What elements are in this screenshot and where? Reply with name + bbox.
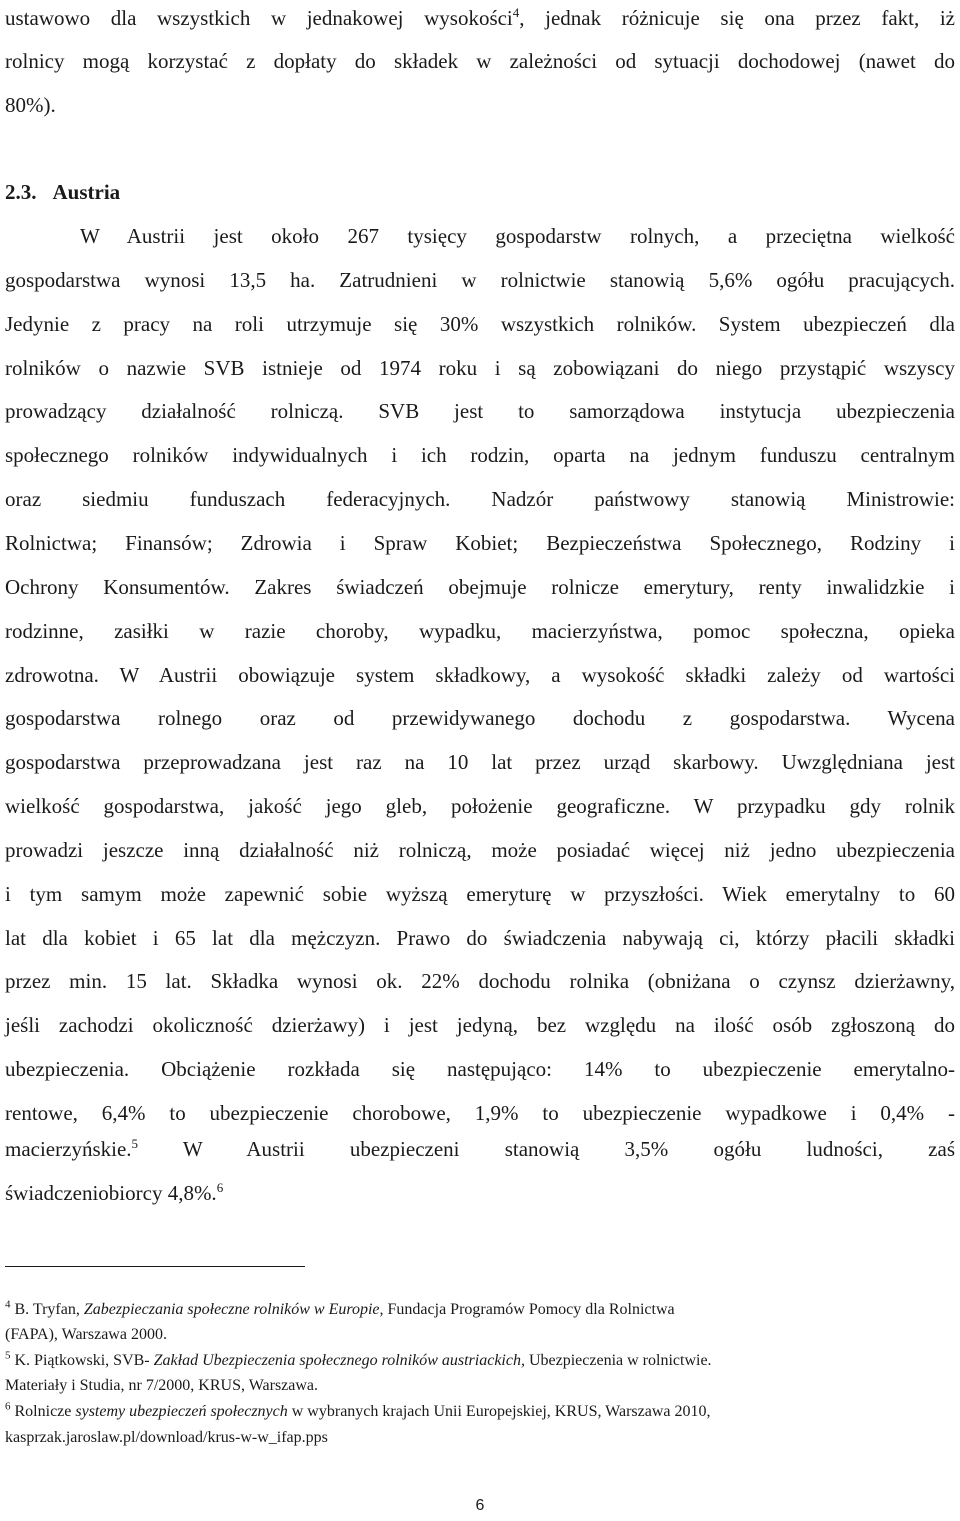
text-line: rolników o nazwie SVB istnieje od 1974 roku i są zobowiązani do niego przystąpić wszyscy	[5, 355, 955, 380]
text-line: rentowe, 6,4% to ubezpieczenie chorobowe, 1,9% to ubezpieczenie wypadkowe i 0,4% -	[5, 1101, 955, 1125]
page-number: 6	[475, 1497, 485, 1514]
text-line: gospodarstwa wynosi 13,5 ha. Zatrudnieni w rolnictwie stanowią 5,6% ogółu pracujących.	[5, 267, 955, 292]
text-line: zdrowotna. W Austrii obowiązuje system składkowy, a wysokość składki zależy od wartości	[5, 662, 955, 687]
text-line: prowadzi jeszcze inną działalność niż rolniczą, może posiadać więcej niż jedno ubezpieczenia	[5, 837, 955, 862]
footnote-4-cont: (FAPA), Warszawa 2000.	[5, 1326, 167, 1343]
footnote-5-cont: Materiały i Studia, nr 7/2000, KRUS, Warszawa.	[5, 1377, 319, 1394]
section-number: 2.3.	[5, 180, 37, 204]
text-line: macierzyńskie.$^5$ W Austrii ubezpieczeni stanowią 3,5% ogółu ludności, zaś	[5, 1136, 955, 1161]
footnote-6: $^6$ Rolnicze systemy ubezpieczeń społecznych w wybranych krajach Unii Europejskiej, KRUS, Warszawa 2010,	[5, 1400, 711, 1420]
text-line: 80%).	[5, 93, 56, 117]
text-line: świadczeniobiorcy 4,8%.$^6$	[5, 1180, 224, 1205]
text-line: ustawowo dla wszystkich w jednakowej wysokości$^4$, jednak różnicuje się ona przez fakt, iż	[5, 5, 956, 30]
section-heading	[5, 180, 120, 205]
text-line: wielkość gospodarstwa, jakość jego gleb, położenie geograficzne. W przypadku gdy rolnik	[5, 794, 955, 819]
text-line: ubezpieczenia. Obciążenie rozkłada się następująco: 14% to ubezpieczenie emerytalno-	[5, 1057, 955, 1082]
footnote-6-cont: kasprzak.jaroslaw.pl/download/krus-w-w_ifap.pps	[5, 1429, 328, 1446]
text-line: prowadzący działalność rolniczą. SVB jest to samorządowa instytucja ubezpieczenia	[5, 399, 955, 424]
text-line: rolnicy mogą korzystać z dopłaty do składek w zależności od sytuacji dochodowej (nawet do	[5, 49, 955, 73]
text-line: Jedynie z pracy na roli utrzymuje się 30% wszystkich rolników. System ubezpieczeń dla	[5, 311, 955, 336]
text-line: gospodarstwa rolnego oraz od przewidywanego dochodu z gospodarstwa. Wycena	[5, 706, 955, 731]
footnote-5: $^5$ K. Piątkowski, SVB- Zakład Ubezpieczenia społecznego rolników austriackich, Ubezpieczenia w rolnictwie.	[5, 1349, 712, 1369]
text-line: jeśli zachodzi okoliczność dzierżawy) i jest jedyną, bez względu na ilość osób zgłoszoną do	[5, 1013, 955, 1038]
text-line: Rolnictwa; Finansów; Zdrowia i Spraw Kobiet; Bezpieczeństwa Społecznego, Rodziny i	[5, 530, 955, 555]
text-line: i tym samym może zapewnić sobie wyższą emeryturę w przyszłości. Wiek emerytalny to 60	[5, 881, 955, 906]
text-line: W Austrii jest około 267 tysięcy gospodarstw rolnych, a przeciętna wielkość	[80, 224, 955, 248]
text-line: społecznego rolników indywidualnych i ich rodzin, oparta na jednym funduszu centralnym	[5, 443, 955, 468]
text-line: oraz siedmiu funduszach federacyjnych. Nadzór państwowy stanowią Ministrowie:	[5, 487, 955, 512]
text-line: lat dla kobiet i 65 lat dla mężczyzn. Prawo do świadczenia nabywają ci, którzy płacili składki	[5, 925, 955, 950]
section-title: Austria	[52, 180, 121, 204]
text-line: przez min. 15 lat. Składka wynosi ok. 22% dochodu rolnika (obniżana o czynsz dzierżawny,	[5, 969, 955, 994]
text-line: rodzinne, zasiłki w razie choroby, wypadku, macierzyństwa, pomoc społeczna, opieka	[5, 618, 955, 643]
footnote-4: $^4$ B. Tryfan, Zabezpieczania społeczne rolników w Europie, Fundacja Programów Pomocy dla Rolnictwa	[5, 1298, 675, 1318]
footnote-separator	[5, 1266, 305, 1267]
text-line: gospodarstwa przeprowadzana jest raz na 10 lat przez urząd skarbowy. Uwzględniana jest	[5, 750, 955, 775]
text-line: Ochrony Konsumentów. Zakres świadczeń obejmuje rolnicze emerytury, renty inwalidzkie i	[5, 574, 955, 599]
